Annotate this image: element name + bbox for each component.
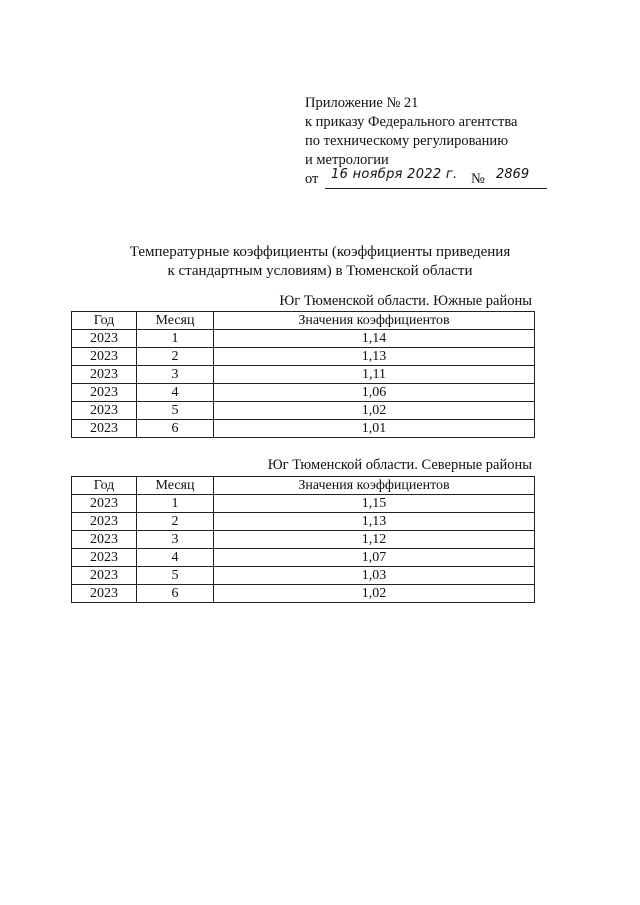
appendix-line: к приказу Федерального агентства: [305, 114, 518, 130]
value-cell: 1,14: [214, 330, 535, 348]
month-cell: 4: [137, 384, 214, 402]
value-cell: 1,07: [214, 549, 535, 567]
section-title-south: Юг Тюменской области. Южные районы: [279, 293, 532, 309]
year-cell: 2023: [72, 330, 137, 348]
handwritten-date: 16 ноября 2022 г.: [331, 167, 458, 182]
year-cell: 2023: [72, 567, 137, 585]
table-row: [72, 366, 535, 384]
month-cell: 3: [137, 366, 214, 384]
column-header-value: Значения коэффициентов: [214, 312, 535, 330]
table-row: [72, 549, 535, 567]
month-cell: 1: [137, 330, 214, 348]
number-field: [491, 167, 547, 189]
value-cell: 1,06: [214, 384, 535, 402]
appendix-line: Приложение № 21: [305, 95, 419, 111]
year-cell: 2023: [72, 384, 137, 402]
year-cell: 2023: [72, 366, 137, 384]
appendix-line: по техническому регулированию: [305, 133, 509, 149]
year-cell: 2023: [72, 585, 137, 603]
table-row: [72, 513, 535, 531]
table-row: [72, 402, 535, 420]
table-row: [72, 348, 535, 366]
month-cell: 1: [137, 495, 214, 513]
value-cell: 1,13: [214, 513, 535, 531]
month-cell: 5: [137, 402, 214, 420]
year-cell: 2023: [72, 495, 137, 513]
year-cell: 2023: [72, 513, 137, 531]
appendix-line: и метрологии: [305, 152, 389, 168]
table-row: [72, 567, 535, 585]
value-cell: 1,11: [214, 366, 535, 384]
year-cell: 2023: [72, 420, 137, 438]
month-cell: 6: [137, 585, 214, 603]
value-cell: 1,01: [214, 420, 535, 438]
month-cell: 3: [137, 531, 214, 549]
month-cell: 2: [137, 348, 214, 366]
document-title: [80, 243, 560, 281]
table-header-row: [72, 477, 535, 495]
from-label: от: [305, 171, 319, 187]
column-header-year: Год: [72, 312, 137, 330]
appendix-header: [305, 94, 545, 170]
table-header-row: [72, 312, 535, 330]
table-row: [72, 531, 535, 549]
column-header-month: Месяц: [137, 477, 214, 495]
year-cell: 2023: [72, 348, 137, 366]
column-header-year: Год: [72, 477, 137, 495]
value-cell: 1,12: [214, 531, 535, 549]
month-cell: 4: [137, 549, 214, 567]
table-row: [72, 495, 535, 513]
order-reference: [305, 167, 550, 192]
column-header-month: Месяц: [137, 312, 214, 330]
value-cell: 1,03: [214, 567, 535, 585]
year-cell: 2023: [72, 402, 137, 420]
month-cell: 5: [137, 567, 214, 585]
year-cell: 2023: [72, 531, 137, 549]
title-line-1: Температурные коэффициенты (коэффициенты приведения: [129, 244, 511, 260]
table-row: [72, 585, 535, 603]
number-label: №: [471, 171, 485, 187]
value-cell: 1,13: [214, 348, 535, 366]
coefficients-table-south: [71, 311, 535, 438]
section-title-north: Юг Тюменской области. Северные районы: [267, 457, 532, 473]
value-cell: 1,02: [214, 585, 535, 603]
month-cell: 6: [137, 420, 214, 438]
coefficients-table-north: [71, 476, 535, 603]
table-row: [72, 420, 535, 438]
table-row: [72, 384, 535, 402]
month-cell: 2: [137, 513, 214, 531]
year-cell: 2023: [72, 549, 137, 567]
title-line-2: к стандартным условиям) в Тюменской области: [167, 263, 473, 279]
handwritten-number: 2869: [496, 167, 530, 182]
table-row: [72, 330, 535, 348]
value-cell: 1,15: [214, 495, 535, 513]
value-cell: 1,02: [214, 402, 535, 420]
column-header-value: Значения коэффициентов: [214, 477, 535, 495]
